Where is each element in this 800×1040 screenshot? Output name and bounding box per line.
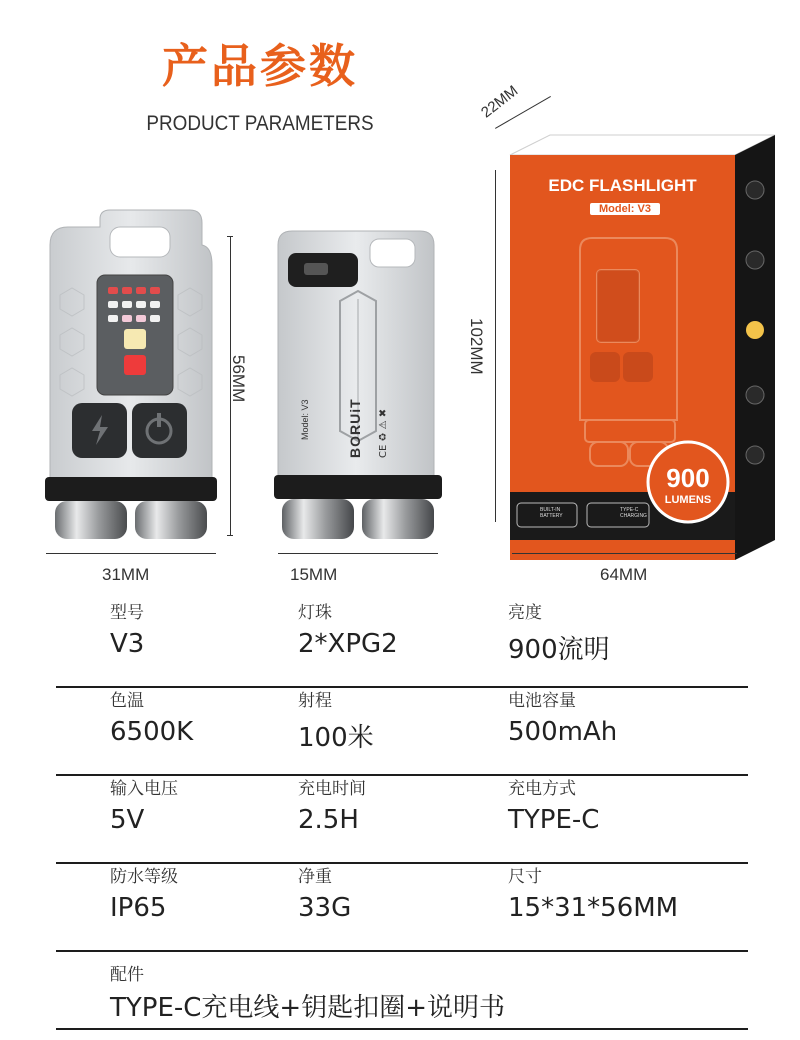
box-width-line: [512, 553, 737, 554]
spec-label: 亮度: [508, 603, 542, 623]
spec-label: 配件: [110, 965, 144, 985]
spec-label: 输入电压: [110, 779, 178, 799]
spec-value: 2*XPG2: [298, 629, 398, 659]
spec-value: 900流明: [508, 635, 610, 665]
spec-label: 充电方式: [508, 779, 576, 799]
flashlight-back-image: [270, 225, 450, 545]
spec-charge-time: [298, 774, 366, 835]
spec-label: 型号: [110, 603, 144, 623]
spec-value: 5V: [110, 805, 145, 835]
box-lumens-unit: LUMENS: [664, 494, 712, 506]
spec-value: 500mAh: [508, 717, 618, 747]
spec-value: V3: [110, 629, 145, 659]
box-height-label: 102MM: [467, 318, 486, 375]
page-subtitle: PRODUCT PARAMETERS: [146, 112, 374, 135]
spec-color-temp: [110, 686, 193, 747]
accessories-row: [56, 960, 748, 1030]
spec-size: [508, 862, 678, 923]
box-badge-charging: TYPE-C CHARGING: [620, 507, 647, 519]
box-badge-battery: BUILT-IN BATTERY: [540, 507, 563, 519]
spec-label: 防水等级: [110, 867, 178, 887]
spec-row: [56, 686, 748, 776]
front-height-label: 56MM: [229, 355, 248, 403]
spec-value: 100米: [298, 723, 374, 753]
back-cert-marks: CE ♻ ⚠ ✖: [378, 408, 389, 458]
front-width-label: 31MM: [102, 565, 150, 584]
box-model-tag: Model: V3: [590, 203, 660, 215]
spec-row: [56, 598, 748, 688]
spec-value: 2.5H: [298, 805, 359, 835]
spec-value: 33G: [298, 893, 352, 923]
spec-value: TYPE-C充电线+钥匙扣圈+说明书: [110, 993, 505, 1023]
spec-battery: [508, 686, 617, 747]
spec-charge-method: [508, 774, 599, 835]
back-brand-logo: BORUiT: [347, 398, 363, 458]
box-width-label: 64MM: [600, 565, 648, 584]
spec-row: [56, 774, 748, 864]
spec-label: 电池容量: [508, 691, 576, 711]
box-title: EDC FLASHLIGHT: [548, 176, 697, 195]
width-dimension-line: [46, 553, 216, 554]
spec-label: 灯珠: [298, 603, 332, 623]
spec-label: 射程: [298, 691, 332, 711]
box-lumens-value: 900: [666, 463, 710, 493]
spec-value: 6500K: [110, 717, 194, 747]
page-title: 产品参数: [162, 39, 358, 93]
spec-accessories: [110, 960, 505, 1024]
spec-value: 15*31*56MM: [508, 893, 679, 923]
spec-waterproof: [110, 862, 178, 923]
box-height-line: [495, 170, 496, 522]
spec-brightness: [508, 598, 610, 666]
spec-model: [110, 598, 144, 659]
back-model-text: Model: V3: [300, 399, 310, 440]
spec-row: [56, 862, 748, 952]
spec-range: [298, 686, 374, 754]
spec-label: 充电时间: [298, 779, 366, 799]
spec-label: 净重: [298, 867, 332, 887]
spec-input-voltage: [110, 774, 178, 835]
spec-value: TYPE-C: [508, 805, 600, 835]
dimension-cap: [227, 236, 233, 237]
spec-label: 色温: [110, 691, 144, 711]
spec-value: IP65: [110, 893, 167, 923]
depth-dimension-line: [278, 553, 438, 554]
flashlight-front-image: [40, 205, 230, 545]
spec-label: 尺寸: [508, 867, 542, 887]
spec-weight: [298, 862, 351, 923]
spec-led: [298, 598, 398, 659]
box-depth-label: 22MM: [478, 82, 522, 122]
side-depth-label: 15MM: [290, 565, 338, 584]
dimension-cap: [227, 535, 233, 536]
